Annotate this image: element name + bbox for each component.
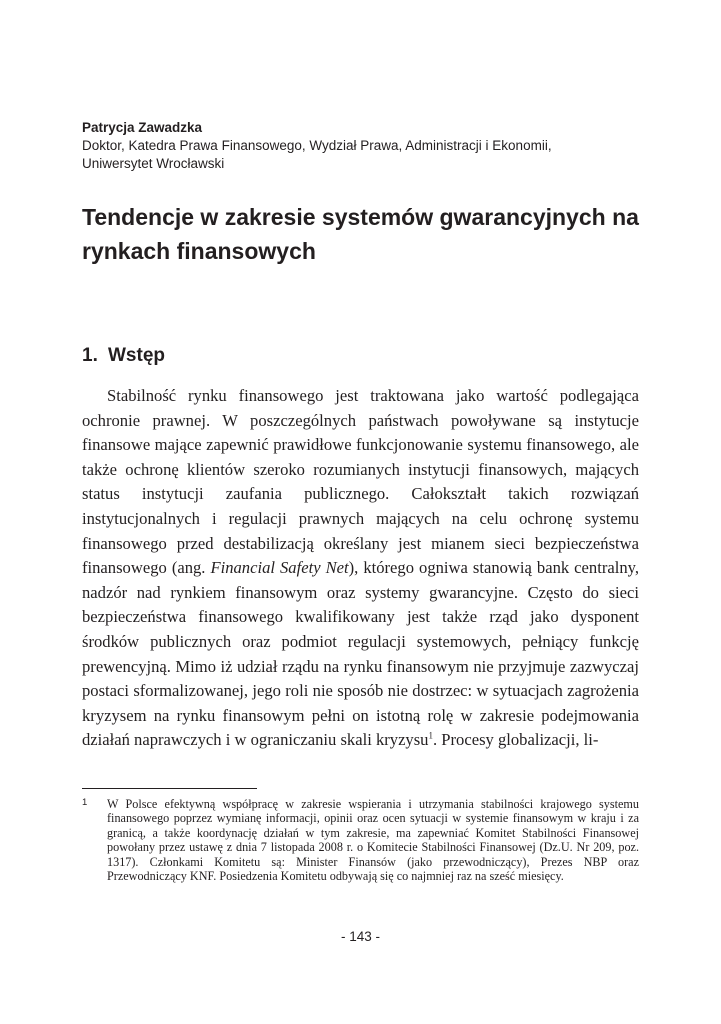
- footnote: [82, 797, 639, 883]
- body-text-part3: . Procesy globalizacji, li-: [432, 730, 599, 750]
- author-block: [82, 119, 642, 173]
- body-paragraph: [82, 384, 639, 753]
- footnote-text: W Polsce efektywną współpracę w zakresie wspierania i utrzymania stabilności krajowego systemu finansowego poprzez wymianę informacji, opinii oraz ocen sytuacji w systemie finansowym w kraju i za granicą, a także koordynację działań w tym zakresie, ma zapewniać Komitet Stabilności Finansowej powołany przez ustawę z dnia 7 listopada 2008 r. o Komitecie Stabilności Finansowej (Dz.U. Nr 209, poz. 1317). Członkami Komitetu są: Minister Finansów (jako przewodniczący), Prezes NBP oraz Przewodniczący KNF. Posiedzenia Komitetu odbywają się co najmniej raz na sześć miesięcy.: [107, 797, 639, 884]
- footnote-mark: 1: [82, 797, 88, 808]
- page-number: - 143 -: [340, 929, 381, 944]
- article-title: Tendencje w zakresie systemów gwarancyjnych na rynkach finansowych: [82, 204, 639, 264]
- body-text-part2: ), którego ogniwa stanowią bank centralny, nadzór nad rynkiem finansowym oraz systemy gwarancyjne. Często do sieci bezpieczeństwa finansowego kwalifikowany jest także rząd jako dysponent środków publicznych oraz podmiot regulacji systemowych, pełniący funkcję prewencyjną. Mimo iż udział rządu na rynku finansowym nie przyjmuje zazwyczaj postaci sformalizowanej, jego roli nie sposób nie dostrzec: w sytuacjach zagrożenia kryzysem na rynku finansowym pełni on istotną rolę w zakresie podejmowania działań naprawczych i w ograniczaniu skali kryzysu: [82, 558, 639, 750]
- author-affiliation-line2: Uniwersytet Wrocławski: [82, 156, 225, 171]
- body-text-part1: Stabilność rynku finansowego jest traktowana jako wartość podlegająca ochronie prawnej. W poszczególnych państwach powoływane są instytucje finansowe mające zapewnić prawidłowe funkcjonowanie systemu finansowego, ale także ochronę klientów szeroko rozumianych instytucji finansowych, mających status instytucji zaufania publicznego. Całokształt takich rozwiązań instytucjonalnych i regulacji prawnych mających na celu ochronę systemu finansowego przed destabilizacją określany jest mianem sieci bezpieczeństwa finansowego (ang.: [82, 386, 639, 578]
- author-name: Patrycja Zawadzka: [82, 120, 203, 135]
- footnote-reference[interactable]: 1: [428, 730, 433, 741]
- section-number: 1.: [82, 345, 98, 366]
- body-term-italic: Financial Safety Net: [210, 558, 349, 578]
- author-affiliation-line1: Doktor, Katedra Prawa Finansowego, Wydział Prawa, Administracji i Ekonomii,: [82, 138, 552, 153]
- footnote-separator: [82, 788, 257, 789]
- section-title: Wstęp: [108, 345, 165, 366]
- section-heading: [82, 343, 642, 369]
